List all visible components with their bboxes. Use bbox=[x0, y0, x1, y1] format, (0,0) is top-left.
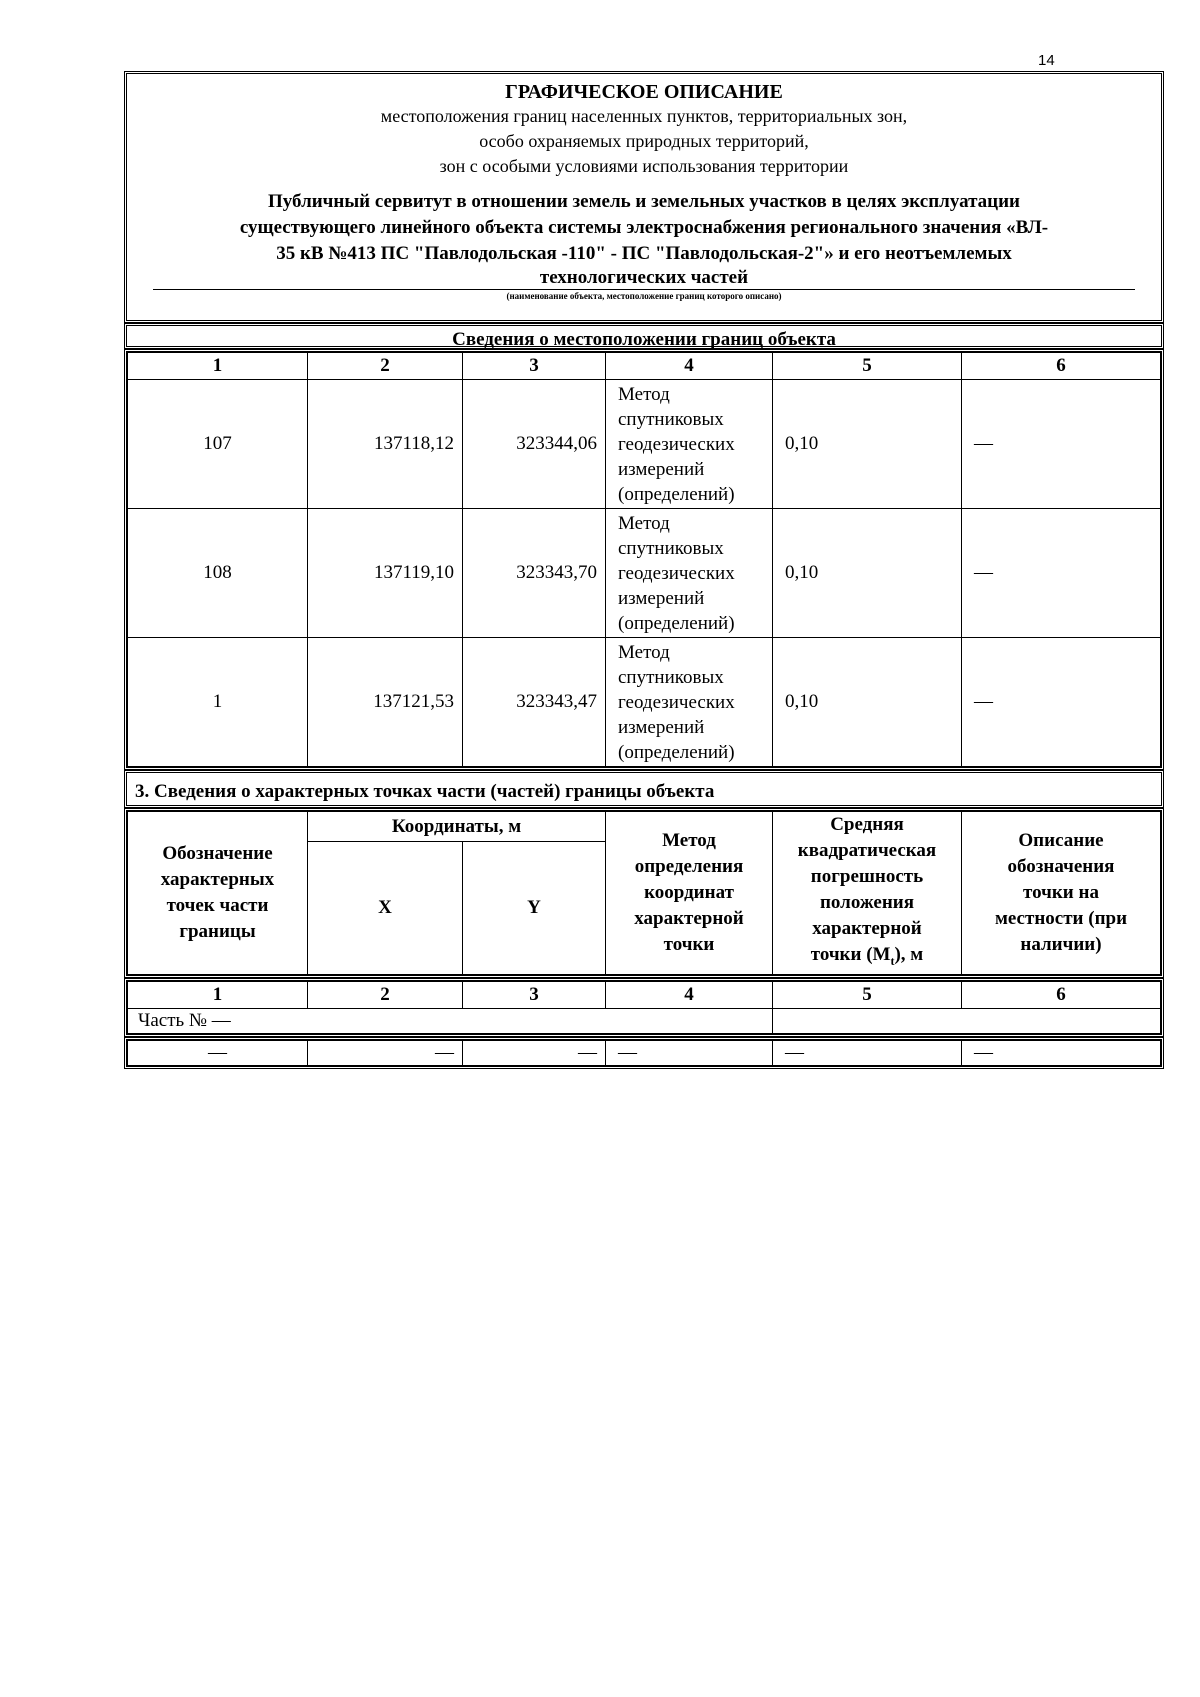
header-text: ), м bbox=[894, 944, 924, 965]
header-description bbox=[962, 812, 1161, 975]
parts-body-table bbox=[127, 981, 1161, 1034]
col-number: 3 bbox=[463, 353, 606, 380]
location-column-numbers bbox=[128, 353, 1161, 380]
header-accuracy bbox=[773, 812, 962, 975]
object-name bbox=[135, 189, 1153, 289]
header-line: определения bbox=[634, 855, 744, 877]
dash-cell: — bbox=[463, 1040, 606, 1065]
point-id: 1 bbox=[128, 638, 308, 767]
method-line: измерений bbox=[618, 458, 705, 480]
table-row bbox=[128, 638, 1161, 767]
table-row bbox=[128, 380, 1161, 509]
method-line: спутниковых bbox=[618, 666, 724, 688]
header-line: Метод bbox=[662, 829, 716, 851]
header-line: точек части bbox=[166, 894, 269, 916]
subtitle-line-3: зон с особыми условиями использования территории bbox=[439, 156, 849, 176]
object-line-1: Публичный сервитут в отношении земель и земельных участков в целях эксплуатации bbox=[268, 191, 1020, 212]
method-line: Метод bbox=[618, 641, 670, 663]
method-line: геодезических bbox=[618, 433, 735, 455]
col-number: 1 bbox=[128, 981, 308, 1008]
subtitle-line-1: местоположения границ населенных пунктов, территориальных зон, bbox=[380, 106, 908, 126]
part-label: Часть № — bbox=[128, 1008, 773, 1033]
subtitle-line-2: особо охраняемых природных территорий, bbox=[479, 131, 809, 151]
document-header bbox=[124, 71, 1164, 323]
header-line: координат bbox=[644, 881, 734, 903]
part-label-empty bbox=[773, 1008, 1161, 1033]
section-location-title: Сведения о местоположении границ объекта bbox=[124, 323, 1164, 349]
method-line: (определений) bbox=[618, 483, 735, 505]
point-description: — bbox=[962, 380, 1161, 509]
col-number: 2 bbox=[308, 353, 463, 380]
accuracy: 0,10 bbox=[773, 509, 962, 638]
header-line: точки на bbox=[1023, 881, 1099, 903]
col-number: 3 bbox=[463, 981, 606, 1008]
header-line: характерных bbox=[160, 868, 275, 890]
coord-x: 137118,12 bbox=[308, 380, 463, 509]
method-cell bbox=[606, 509, 773, 638]
dash-cell: — bbox=[128, 1040, 308, 1065]
graphic-description-sheet bbox=[124, 71, 1164, 1069]
coord-x: 137121,53 bbox=[308, 638, 463, 767]
dash-cell: — bbox=[606, 1040, 773, 1065]
header-designation bbox=[128, 812, 308, 975]
parts-header-row bbox=[128, 812, 1161, 842]
header-line bbox=[773, 942, 961, 974]
subscript-t: t bbox=[890, 953, 895, 968]
location-table bbox=[127, 352, 1161, 767]
object-line-3: 35 кВ №413 ПС "Павлодольская -110" - ПС "Павлодольская-2"» и его неотъемлемых bbox=[276, 243, 1012, 264]
point-id: 108 bbox=[128, 509, 308, 638]
header-line: Описание bbox=[1018, 829, 1104, 851]
parts-header-table bbox=[127, 811, 1161, 975]
object-line-4: технологических частей bbox=[539, 267, 749, 288]
object-line-2: существующего линейного объекта системы электроснабжения регионального значения «ВЛ- bbox=[239, 217, 1049, 238]
coord-y: 323343,70 bbox=[463, 509, 606, 638]
header-line: обозначения bbox=[1007, 855, 1115, 877]
point-description: — bbox=[962, 509, 1161, 638]
part-label-row bbox=[128, 1008, 1161, 1033]
parts-table-frame bbox=[124, 808, 1164, 978]
object-caption: (наименование объекта, местоположение границ которого описано) bbox=[506, 291, 782, 301]
header-text: точки (M bbox=[810, 944, 891, 965]
table-row bbox=[128, 509, 1161, 638]
dash-cell: — bbox=[962, 1040, 1161, 1065]
method-line: измерений bbox=[618, 587, 705, 609]
method-cell bbox=[606, 380, 773, 509]
header-line: местности (при bbox=[994, 907, 1128, 929]
accuracy: 0,10 bbox=[773, 638, 962, 767]
parts-column-numbers bbox=[128, 981, 1161, 1008]
method-line: (определений) bbox=[618, 612, 735, 634]
col-number: 4 bbox=[606, 981, 773, 1008]
method-line: геодезических bbox=[618, 562, 735, 584]
table-row bbox=[128, 1040, 1161, 1065]
section-parts-title: 3. Сведения о характерных точках части (частей) границы объекта bbox=[124, 770, 1164, 808]
header-line: характерной bbox=[634, 907, 744, 929]
coord-x: 137119,10 bbox=[308, 509, 463, 638]
header-x: X bbox=[308, 842, 463, 975]
dash-cell: — bbox=[773, 1040, 962, 1065]
parts-dash-frame bbox=[124, 1037, 1164, 1069]
col-number: 6 bbox=[962, 981, 1161, 1008]
point-description: — bbox=[962, 638, 1161, 767]
parts-body-frame bbox=[124, 978, 1164, 1037]
col-number: 5 bbox=[773, 981, 962, 1008]
accuracy: 0,10 bbox=[773, 380, 962, 509]
col-number: 6 bbox=[962, 353, 1161, 380]
dash-cell: — bbox=[308, 1040, 463, 1065]
method-line: Метод bbox=[618, 512, 670, 534]
location-table-frame bbox=[124, 349, 1164, 770]
parts-dash-table bbox=[127, 1040, 1161, 1066]
document-title: ГРАФИЧЕСКОЕ ОПИСАНИЕ bbox=[505, 81, 783, 103]
header-line: границы bbox=[179, 920, 256, 942]
header-line: квадратическая bbox=[797, 840, 937, 861]
coord-y: 323344,06 bbox=[463, 380, 606, 509]
method-line: (определений) bbox=[618, 741, 735, 763]
point-id: 107 bbox=[128, 380, 308, 509]
method-cell bbox=[606, 638, 773, 767]
header-line: погрешность bbox=[810, 866, 924, 887]
header-line: Средняя bbox=[830, 814, 904, 835]
header-coordinates: Координаты, м bbox=[308, 812, 606, 842]
header-line: положения bbox=[819, 892, 915, 913]
col-number: 4 bbox=[606, 353, 773, 380]
coord-y: 323343,47 bbox=[463, 638, 606, 767]
method-line: спутниковых bbox=[618, 537, 724, 559]
col-number: 5 bbox=[773, 353, 962, 380]
method-line: геодезических bbox=[618, 691, 735, 713]
header-method bbox=[606, 812, 773, 975]
header-line: точки bbox=[663, 933, 715, 955]
col-number: 2 bbox=[308, 981, 463, 1008]
method-line: спутниковых bbox=[618, 408, 724, 430]
method-line: измерений bbox=[618, 716, 705, 738]
page-number: 14 bbox=[1038, 52, 1055, 69]
method-line: Метод bbox=[618, 383, 670, 405]
col-number: 1 bbox=[128, 353, 308, 380]
header-y: Y bbox=[463, 842, 606, 975]
header-line: характерной bbox=[812, 918, 922, 939]
header-line: Обозначение bbox=[162, 842, 273, 864]
header-line: наличии) bbox=[1020, 933, 1102, 955]
